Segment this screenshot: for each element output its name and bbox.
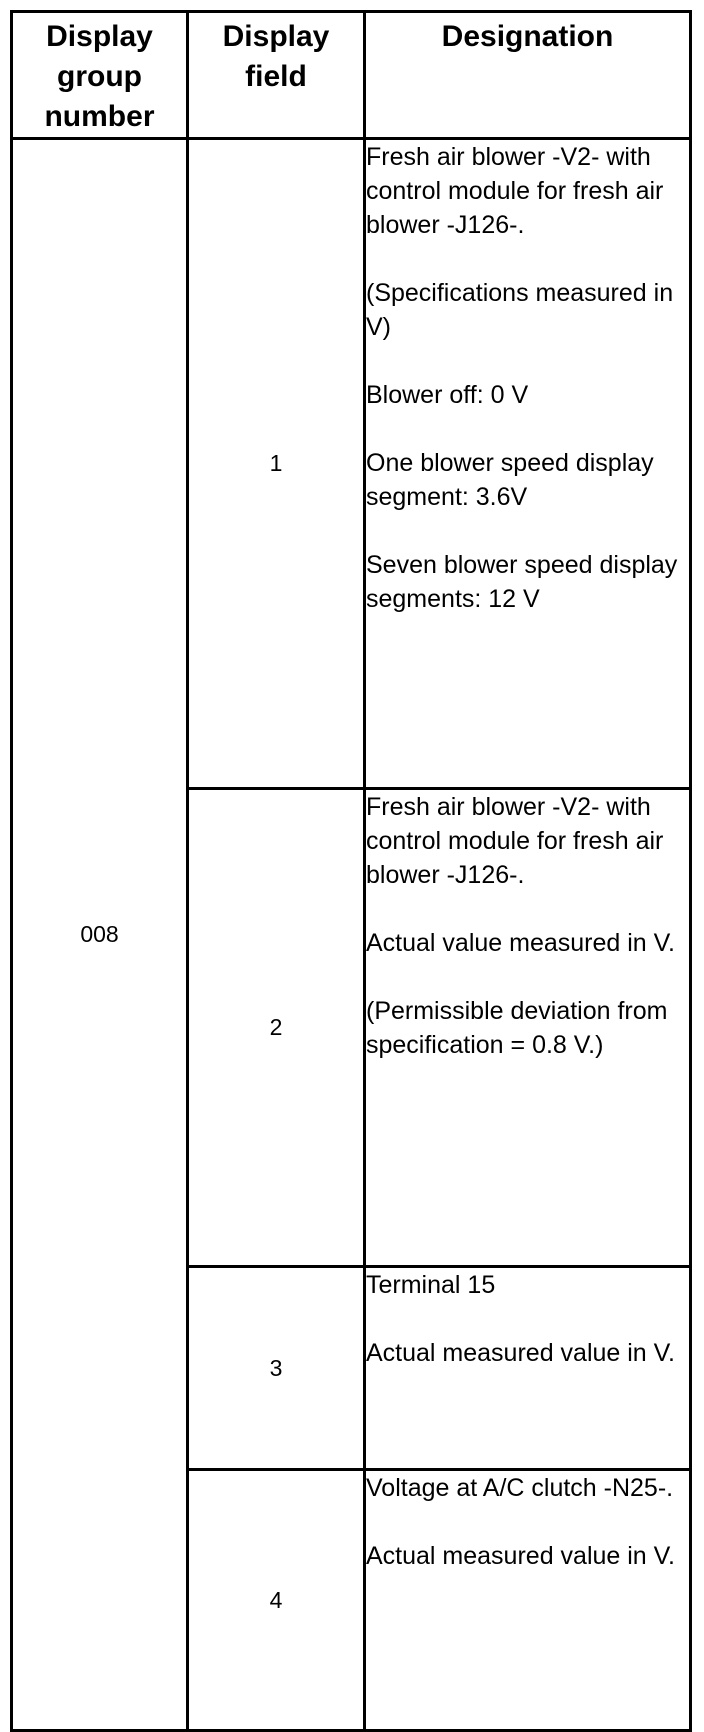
- display-field-cell: 2: [188, 789, 365, 1267]
- header-designation: Designation: [365, 12, 691, 139]
- designation-cell: [365, 139, 691, 789]
- designation-cell: [365, 1267, 691, 1470]
- designation-paragraph: Seven blower speed display segments: 12 V: [366, 551, 678, 613]
- designation-paragraph: Terminal 15: [366, 1271, 496, 1299]
- designation-paragraph: (Permissible deviation from specification = 0.8 V.): [366, 997, 668, 1059]
- header-display-field: Display field: [188, 12, 365, 139]
- display-field-cell: 1: [188, 139, 365, 789]
- designation-paragraph: Voltage at A/C clutch -N25-.: [366, 1474, 674, 1502]
- table-row: [12, 139, 691, 789]
- measured-values-table: [10, 10, 692, 1732]
- designation-paragraph: Blower off: 0 V: [366, 381, 529, 409]
- designation-paragraph: One blower speed display segment: 3.6V: [366, 449, 654, 511]
- display-field-cell: 3: [188, 1267, 365, 1470]
- table-header-row: [12, 12, 691, 139]
- designation-cell: [365, 1470, 691, 1731]
- designation-paragraph: Actual measured value in V.: [366, 1542, 675, 1570]
- designation-paragraph: Actual value measured in V.: [366, 929, 675, 957]
- display-group-number-cell: 008: [12, 139, 188, 1731]
- designation-paragraph: (Specifications measured in V): [366, 279, 674, 341]
- document-page: [10, 10, 689, 1720]
- display-field-cell: 4: [188, 1470, 365, 1731]
- designation-paragraph: Actual measured value in V.: [366, 1339, 675, 1367]
- header-display-group-number: Display group number: [12, 12, 188, 139]
- designation-cell: [365, 789, 691, 1267]
- designation-paragraph: Fresh air blower -V2- with control module for fresh air blower -J126-.: [366, 793, 664, 889]
- designation-paragraph: Fresh air blower -V2- with control module for fresh air blower -J126-.: [366, 143, 664, 239]
